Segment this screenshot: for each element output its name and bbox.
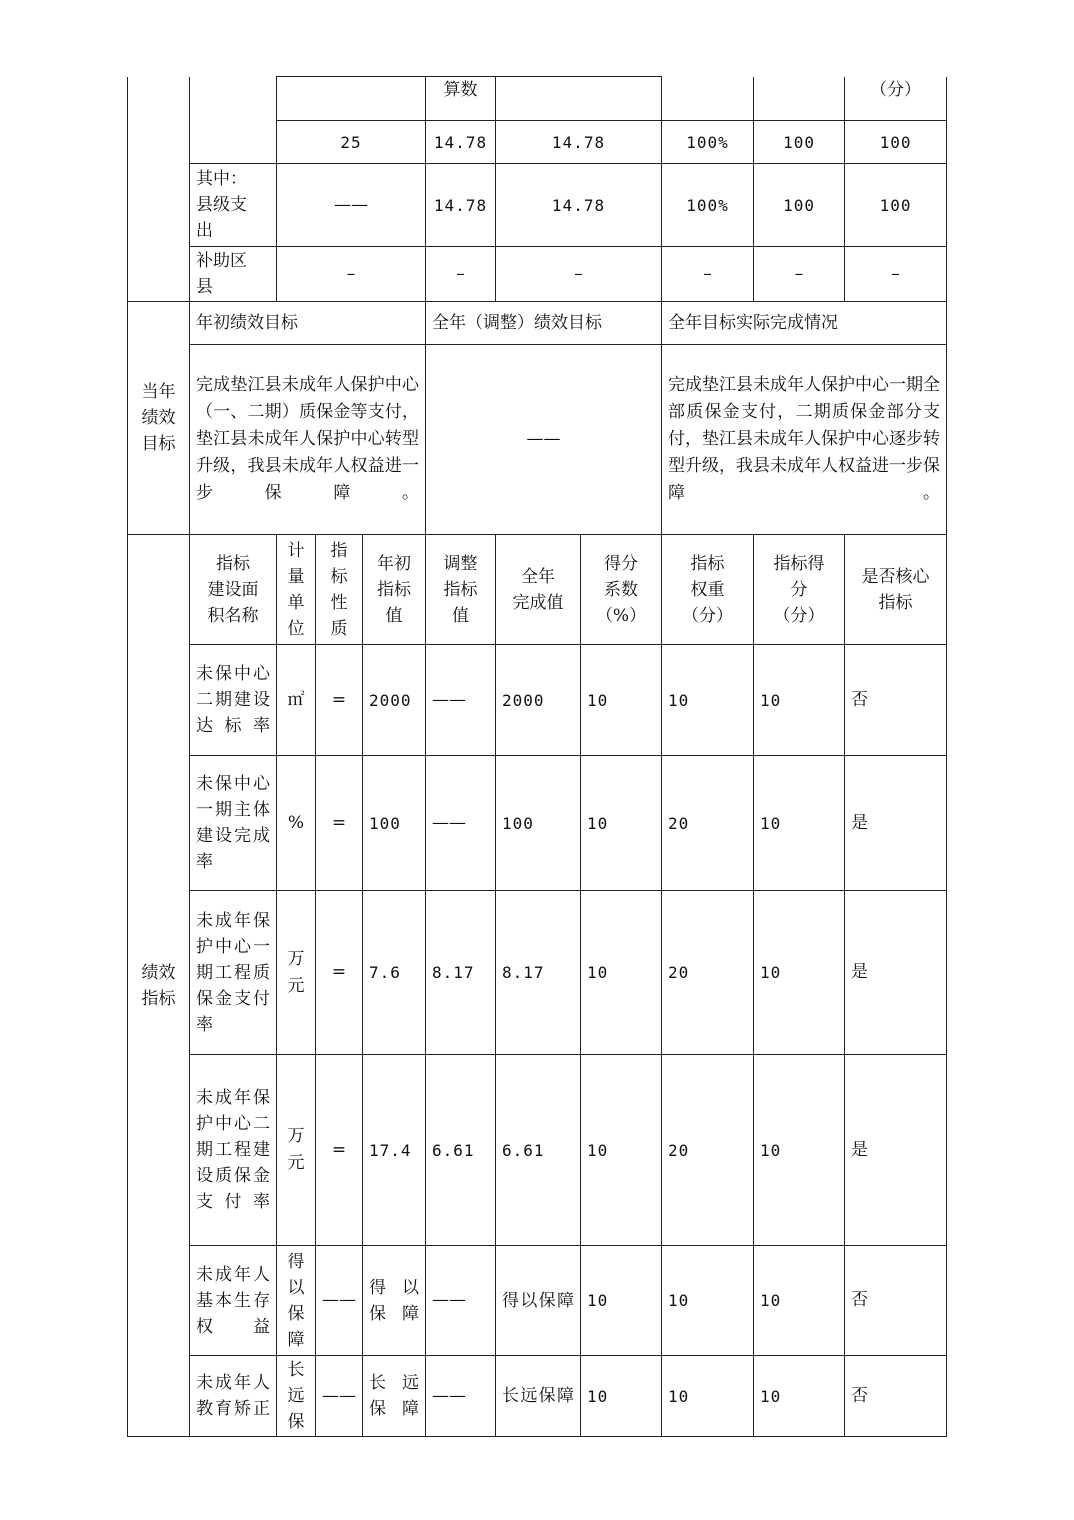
budget-county-cell: 100%	[662, 164, 754, 247]
budget-subsidy-cell: –	[754, 247, 845, 302]
indicator-row	[128, 1356, 947, 1437]
goals-header-row	[128, 302, 947, 345]
indicators-header: 指标 权重 （分）	[662, 535, 754, 645]
indicator-coef: 10	[581, 1246, 662, 1356]
budget-total-cell: 100%	[662, 121, 754, 164]
indicators-header: 是否核心 指标	[845, 535, 947, 645]
budget-header-cell	[662, 77, 754, 121]
indicator-core: 是	[845, 756, 947, 891]
indicator-adjusted: 6.61	[426, 1055, 496, 1246]
indicator-score: 10	[754, 1055, 845, 1246]
indicators-header: 得分 系数 （%）	[581, 535, 662, 645]
indicator-row	[128, 1246, 947, 1356]
budget-subsidy-label: 补助区 县	[190, 247, 277, 302]
goals-actual-text: 完成垫江县未成年人保护中心一期全部质保金支付，二期质保金部分支付，垫江县未成年人保护中心逐步转型升级，我县未成年人权益进一步保障。	[662, 345, 947, 535]
indicator-row	[128, 891, 947, 1055]
indicator-adjusted: ——	[426, 645, 496, 756]
indicator-weight: 10	[662, 1246, 754, 1356]
goals-col-initial: 年初绩效目标	[190, 302, 426, 345]
indicator-completed: 8.17	[496, 891, 581, 1055]
indicator-unit: 得以保障	[277, 1246, 316, 1356]
budget-header-row	[128, 77, 947, 121]
goals-col-actual: 全年目标实际完成情况	[662, 302, 947, 345]
budget-section-cell	[128, 77, 190, 302]
indicator-weight: 20	[662, 891, 754, 1055]
budget-county-cell: ——	[277, 164, 426, 247]
budget-county-cell: 100	[754, 164, 845, 247]
budget-subsidy-row	[128, 247, 947, 302]
goals-content-row	[128, 345, 947, 535]
indicator-initial: 7.6	[363, 891, 426, 1055]
budget-subsidy-cell: –	[845, 247, 947, 302]
performance-table	[127, 76, 947, 1437]
budget-header-cell	[754, 77, 845, 121]
budget-subsidy-cell: –	[662, 247, 754, 302]
indicator-name: 未成年人基本生存权益	[190, 1246, 277, 1356]
indicator-initial: 得以保障	[363, 1246, 426, 1356]
indicator-coef: 10	[581, 645, 662, 756]
indicator-initial: 100	[363, 756, 426, 891]
indicator-nature: ——	[316, 1246, 363, 1356]
budget-county-cell: 100	[845, 164, 947, 247]
indicator-initial: 2000	[363, 645, 426, 756]
indicator-adjusted: ——	[426, 756, 496, 891]
budget-county-cell: 14.78	[496, 164, 662, 247]
indicator-completed: 100	[496, 756, 581, 891]
indicator-row	[128, 1055, 947, 1246]
indicator-adjusted: ——	[426, 1356, 496, 1437]
indicators-header: 调整 指标 值	[426, 535, 496, 645]
indicator-core: 否	[845, 1246, 947, 1356]
indicator-core: 是	[845, 891, 947, 1055]
indicator-row	[128, 756, 947, 891]
indicator-coef: 10	[581, 891, 662, 1055]
indicator-unit: 长远保	[277, 1356, 316, 1437]
indicator-weight: 10	[662, 645, 754, 756]
indicator-name: 未成年保护中心一期工程质保金支付率	[190, 891, 277, 1055]
indicator-core: 是	[845, 1055, 947, 1246]
indicator-name: 未成年人教育矫正	[190, 1356, 277, 1437]
indicator-initial: 17.4	[363, 1055, 426, 1246]
budget-header-fen: （分）	[845, 77, 947, 121]
indicator-name: 未成年保护中心二期工程建设质保金支付率	[190, 1055, 277, 1246]
budget-total-cell: 100	[845, 121, 947, 164]
budget-label-cell	[190, 77, 277, 164]
indicator-nature: =	[316, 645, 363, 756]
budget-header-cell	[277, 77, 426, 121]
budget-county-row	[128, 164, 947, 247]
indicator-unit: %	[277, 756, 316, 891]
goals-col-adjusted: 全年（调整）绩效目标	[426, 302, 662, 345]
indicators-header: 指 标 性 质	[316, 535, 363, 645]
indicator-weight: 20	[662, 756, 754, 891]
indicator-adjusted: ——	[426, 1246, 496, 1356]
indicator-name: 未保中心二期建设达标率	[190, 645, 277, 756]
indicator-adjusted: 8.17	[426, 891, 496, 1055]
indicators-header: 全年 完成值	[496, 535, 581, 645]
indicators-header: 指标 建设面 积名称	[190, 535, 277, 645]
indicator-score: 10	[754, 1356, 845, 1437]
goals-section-label: 当年 绩效 目标	[128, 302, 190, 535]
indicator-coef: 10	[581, 756, 662, 891]
indicators-header-row	[128, 535, 947, 645]
budget-subsidy-cell: –	[496, 247, 662, 302]
indicator-weight: 20	[662, 1055, 754, 1246]
indicator-core: 否	[845, 1356, 947, 1437]
indicator-nature: =	[316, 1055, 363, 1246]
budget-subsidy-cell: –	[277, 247, 426, 302]
budget-header-cell	[496, 77, 662, 121]
indicator-nature: =	[316, 756, 363, 891]
budget-total-cell: 25	[277, 121, 426, 164]
indicator-coef: 10	[581, 1356, 662, 1437]
indicators-header: 年初 指标 值	[363, 535, 426, 645]
indicator-score: 10	[754, 891, 845, 1055]
indicator-score: 10	[754, 1246, 845, 1356]
indicator-completed: 2000	[496, 645, 581, 756]
budget-subsidy-cell: –	[426, 247, 496, 302]
budget-header-suanshu: 算数	[426, 77, 496, 121]
budget-county-label: 其中： 县级支 出	[190, 164, 277, 247]
budget-total-cell: 14.78	[426, 121, 496, 164]
indicator-nature: ——	[316, 1356, 363, 1437]
indicator-unit: 万元	[277, 891, 316, 1055]
goals-initial-text: 完成垫江县未成年人保护中心（一、二期）质保金等支付，垫江县未成年人保护中心转型升级，我县未成年人权益进一步保障。	[190, 345, 426, 535]
indicator-nature: =	[316, 891, 363, 1055]
indicator-unit: ㎡	[277, 645, 316, 756]
indicators-section-label: 绩效 指标	[128, 535, 190, 1437]
indicator-coef: 10	[581, 1055, 662, 1246]
budget-total-cell: 100	[754, 121, 845, 164]
goals-adjusted-text: ——	[426, 345, 662, 535]
indicators-header: 计 量 单 位	[277, 535, 316, 645]
indicator-weight: 10	[662, 1356, 754, 1437]
indicator-score: 10	[754, 645, 845, 756]
indicator-completed: 6.61	[496, 1055, 581, 1246]
budget-county-cell: 14.78	[426, 164, 496, 247]
indicator-initial: 长远保障	[363, 1356, 426, 1437]
indicator-unit: 万元	[277, 1055, 316, 1246]
indicator-name: 未保中心一期主体建设完成率	[190, 756, 277, 891]
indicator-completed: 长远保障	[496, 1356, 581, 1437]
budget-total-cell: 14.78	[496, 121, 662, 164]
indicator-score: 10	[754, 756, 845, 891]
indicators-header: 指标得 分 （分）	[754, 535, 845, 645]
indicator-core: 否	[845, 645, 947, 756]
indicator-completed: 得以保障	[496, 1246, 581, 1356]
indicator-row	[128, 645, 947, 756]
